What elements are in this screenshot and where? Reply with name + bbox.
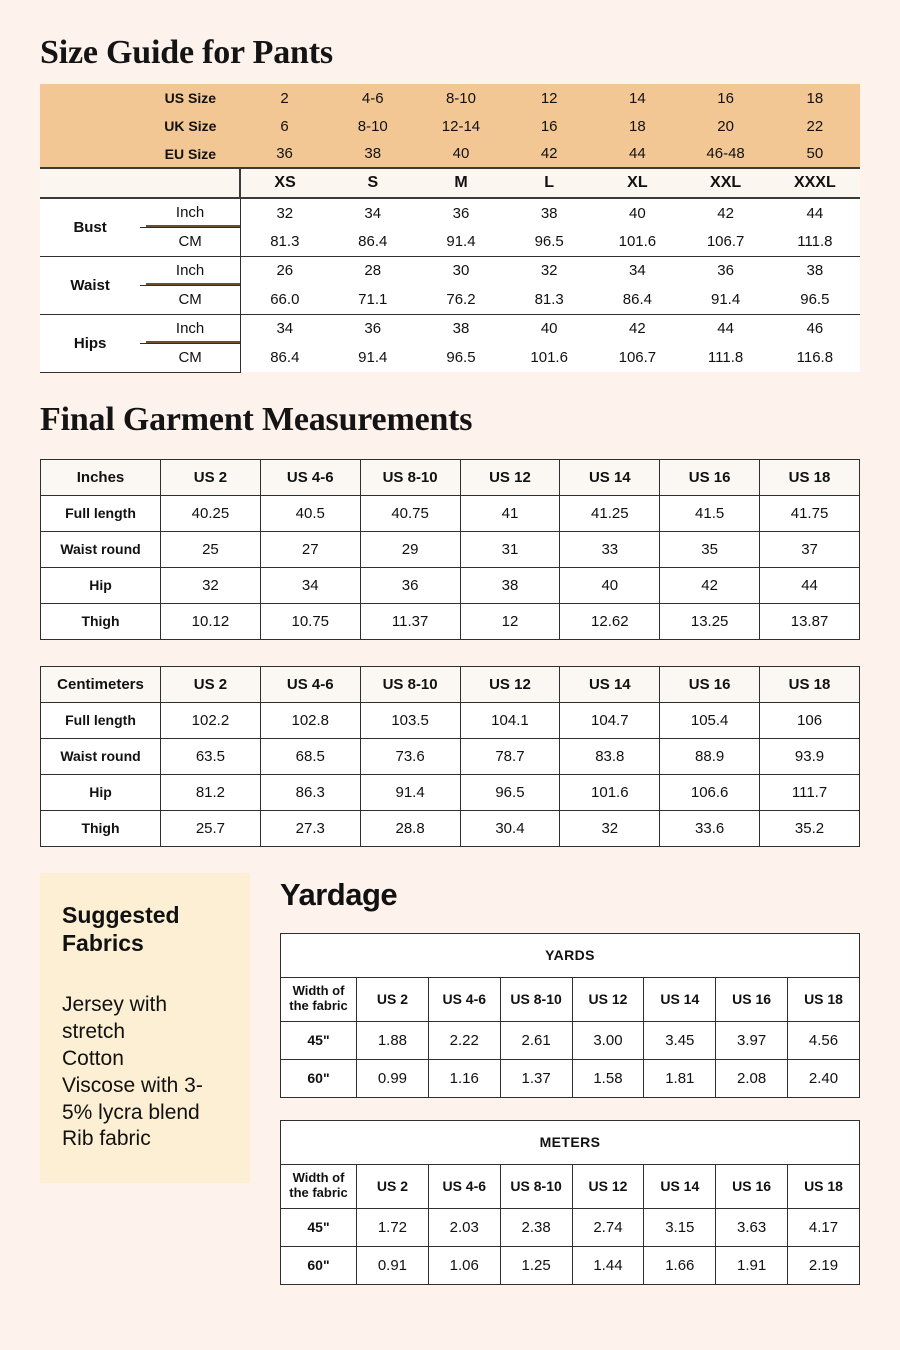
measurement-value: 25.7 (161, 810, 261, 846)
measurement-value: 81.3 (240, 227, 328, 256)
measurement-value: 106.7 (681, 227, 769, 256)
measurement-value: 102.8 (260, 702, 360, 738)
size-column-header: US 16 (660, 459, 760, 495)
yardage-value: 1.37 (500, 1059, 572, 1097)
table-row (281, 1246, 860, 1284)
measurement-value: 68.5 (260, 738, 360, 774)
measurement-value: 40 (560, 567, 660, 603)
measurement-value: 32 (505, 256, 593, 285)
unit-label-cm: CM (140, 343, 240, 372)
measurement-value: 33.6 (660, 810, 760, 846)
spacer-cell (40, 112, 140, 140)
measurement-value: 101.6 (505, 343, 593, 372)
measurement-value: 40 (505, 314, 593, 343)
measurement-value: 34 (329, 198, 417, 227)
measurement-value: 10.12 (161, 603, 261, 639)
yardage-value: 3.63 (716, 1208, 788, 1246)
size-column-header: US 16 (716, 977, 788, 1021)
size-system-label: UK Size (140, 112, 240, 140)
measurement-value: 36 (360, 567, 460, 603)
size-value: 46-48 (681, 140, 769, 168)
yardage-section (280, 873, 860, 1307)
fabrics-title-line1: Suggested (62, 901, 180, 928)
size-value: 42 (505, 140, 593, 168)
fabric-item: Jersey with stretch (62, 993, 168, 1043)
size-value: 16 (681, 84, 769, 112)
measurement-label: Thigh (41, 810, 161, 846)
yards-table (280, 933, 860, 1098)
measurement-value: 102.2 (161, 702, 261, 738)
letter-size: XL (593, 168, 681, 198)
measurement-value: 38 (460, 567, 560, 603)
unit-label-inch: Inch (140, 314, 240, 343)
letter-size-row (40, 168, 860, 198)
final-garment-title: Final Garment Measurements (40, 400, 473, 438)
measurement-value: 33 (560, 531, 660, 567)
measurement-value: 35 (660, 531, 760, 567)
measurement-value: 37 (760, 531, 860, 567)
yardage-value: 0.99 (357, 1059, 429, 1097)
yardage-value: 1.72 (357, 1208, 429, 1246)
measurement-value: 40 (593, 198, 681, 227)
bottom-section (40, 873, 860, 1307)
measurement-value: 105.4 (660, 702, 760, 738)
size-column-header: US 4-6 (260, 666, 360, 702)
size-column-header: US 14 (644, 977, 716, 1021)
measurement-value: 44 (760, 567, 860, 603)
measurement-value: 96.5 (770, 285, 860, 314)
measurement-value: 28 (329, 256, 417, 285)
measurement-value: 12 (460, 603, 560, 639)
measurement-value: 41.75 (760, 495, 860, 531)
size-column-header: US 4-6 (428, 977, 500, 1021)
measurement-value: 106.7 (593, 343, 681, 372)
measurement-value: 81.2 (161, 774, 261, 810)
measurement-value: 83.8 (560, 738, 660, 774)
measurement-value: 91.4 (329, 343, 417, 372)
size-system-label: US Size (140, 84, 240, 112)
size-value: 18 (770, 84, 860, 112)
measurement-value: 46 (770, 314, 860, 343)
measurement-value: 96.5 (417, 343, 505, 372)
table-row (281, 1208, 860, 1246)
yardage-value: 2.74 (572, 1208, 644, 1246)
measurement-value: 27.3 (260, 810, 360, 846)
measurement-value: 96.5 (505, 227, 593, 256)
measurement-value: 36 (329, 314, 417, 343)
yards-caption: YARDS (281, 933, 860, 977)
fabric-width: 45" (281, 1208, 357, 1246)
size-value: 12 (505, 84, 593, 112)
measurement-row-inch (40, 256, 860, 285)
measurement-row-inch (40, 198, 860, 227)
measurement-value: 30 (417, 256, 505, 285)
yardage-value: 1.25 (500, 1246, 572, 1284)
size-value: 8-10 (329, 112, 417, 140)
size-value: 36 (240, 140, 328, 168)
size-column-header: US 14 (644, 1164, 716, 1208)
unit-header: Inches (41, 459, 161, 495)
width-label-line2: the fabric (289, 998, 348, 1013)
measurement-value: 10.75 (260, 603, 360, 639)
measurement-group-label: Hips (40, 314, 140, 372)
measurement-label: Hip (41, 567, 161, 603)
fabric-item: Rib fabric (62, 1127, 151, 1151)
measurement-label: Hip (41, 774, 161, 810)
yardage-value: 2.61 (500, 1021, 572, 1059)
unit-label-cm: CM (140, 227, 240, 256)
size-value: 8-10 (417, 84, 505, 112)
yardage-value: 1.58 (572, 1059, 644, 1097)
measurement-value: 13.25 (660, 603, 760, 639)
width-label-line1: Width of (292, 983, 345, 999)
size-conversion-table (40, 84, 860, 373)
measurement-value: 91.4 (360, 774, 460, 810)
size-column-header: US 14 (560, 666, 660, 702)
spacer-cell (40, 84, 140, 112)
unit-label-inch: Inch (140, 256, 240, 285)
measurement-value: 73.6 (360, 738, 460, 774)
letter-size: XS (240, 168, 328, 198)
measurement-value: 66.0 (240, 285, 328, 314)
measurement-value: 32 (560, 810, 660, 846)
size-column-header: US 18 (788, 1164, 860, 1208)
size-column-header: US 16 (660, 666, 760, 702)
size-value: 2 (240, 84, 328, 112)
size-value: 20 (681, 112, 769, 140)
measurement-value: 27 (260, 531, 360, 567)
measurement-value: 106 (760, 702, 860, 738)
size-system-label: EU Size (140, 140, 240, 168)
measurement-value: 111.7 (760, 774, 860, 810)
measurement-label: Waist round (41, 531, 161, 567)
size-value: 38 (329, 140, 417, 168)
yardage-value: 1.88 (357, 1021, 429, 1059)
measurement-value: 34 (593, 256, 681, 285)
suggested-fabrics-panel (40, 873, 250, 1184)
fabrics-list (62, 992, 228, 1153)
measurement-value: 38 (505, 198, 593, 227)
measurement-group-label: Bust (40, 198, 140, 256)
measurement-value: 86.4 (329, 227, 417, 256)
measurement-value: 78.7 (460, 738, 560, 774)
yardage-value: 1.91 (716, 1246, 788, 1284)
measurement-value: 38 (417, 314, 505, 343)
size-value: 50 (770, 140, 860, 168)
meters-caption: METERS (281, 1120, 860, 1164)
suggested-fabrics-title (62, 901, 228, 959)
measurement-row-cm (40, 285, 860, 314)
yardage-value: 3.15 (644, 1208, 716, 1246)
measurement-value: 34 (260, 567, 360, 603)
yardage-value: 1.44 (572, 1246, 644, 1284)
yardage-header-row (281, 977, 860, 1021)
size-column-header: US 8-10 (500, 977, 572, 1021)
fabric-item: Viscose with 3-5% lycra blend (62, 1073, 203, 1124)
size-column-header: US 14 (560, 459, 660, 495)
unit-header: Centimeters (41, 666, 161, 702)
measurement-label: Thigh (41, 603, 161, 639)
size-value: 4-6 (329, 84, 417, 112)
measurement-value: 29 (360, 531, 460, 567)
measurement-value: 44 (681, 314, 769, 343)
inches-header-row (41, 459, 860, 495)
yardage-value: 4.17 (788, 1208, 860, 1246)
measurement-label: Full length (41, 495, 161, 531)
size-column-header: US 2 (161, 666, 261, 702)
unit-label-inch: Inch (140, 198, 240, 227)
measurement-value: 11.37 (360, 603, 460, 639)
size-value: 14 (593, 84, 681, 112)
measurement-value: 86.3 (260, 774, 360, 810)
garment-inches-table (40, 459, 860, 640)
measurement-value: 96.5 (460, 774, 560, 810)
measurement-value: 38 (770, 256, 860, 285)
yardage-value: 3.45 (644, 1021, 716, 1059)
width-label-line2: the fabric (289, 1185, 348, 1200)
size-conversion-row (40, 112, 860, 140)
spacer-cell (40, 140, 140, 168)
measurement-row-cm (40, 227, 860, 256)
size-column-header: US 18 (760, 666, 860, 702)
table-row (281, 1059, 860, 1097)
garment-centimeters-table (40, 666, 860, 847)
measurement-group-label: Waist (40, 256, 140, 314)
measurement-value: 36 (681, 256, 769, 285)
size-column-header: US 8-10 (500, 1164, 572, 1208)
size-value: 18 (593, 112, 681, 140)
table-row (41, 495, 860, 531)
size-column-header: US 12 (572, 977, 644, 1021)
width-of-fabric-label (281, 977, 357, 1021)
measurement-value: 101.6 (560, 774, 660, 810)
measurement-label: Waist round (41, 738, 161, 774)
centimeters-header-row (41, 666, 860, 702)
size-column-header: US 2 (357, 1164, 429, 1208)
fabric-width: 60" (281, 1059, 357, 1097)
measurement-label: Full length (41, 702, 161, 738)
letter-size: M (417, 168, 505, 198)
measurement-value: 41 (460, 495, 560, 531)
size-column-header: US 4-6 (260, 459, 360, 495)
yardage-value: 2.38 (500, 1208, 572, 1246)
size-column-header: US 12 (572, 1164, 644, 1208)
spacer-cell (40, 168, 240, 198)
measurement-value: 32 (161, 567, 261, 603)
measurement-value: 81.3 (505, 285, 593, 314)
size-value: 40 (417, 140, 505, 168)
measurement-value: 13.87 (760, 603, 860, 639)
size-column-header: US 2 (357, 977, 429, 1021)
measurement-row-inch (40, 314, 860, 343)
measurement-value: 12.62 (560, 603, 660, 639)
size-column-header: US 4-6 (428, 1164, 500, 1208)
yardage-value: 3.97 (716, 1021, 788, 1059)
table-row (41, 531, 860, 567)
table-row (41, 810, 860, 846)
measurement-row-cm (40, 343, 860, 372)
measurement-value: 101.6 (593, 227, 681, 256)
measurement-value: 91.4 (417, 227, 505, 256)
size-value: 44 (593, 140, 681, 168)
measurement-value: 104.7 (560, 702, 660, 738)
measurement-value: 26 (240, 256, 328, 285)
fabric-width: 60" (281, 1246, 357, 1284)
yardage-header-row (281, 1164, 860, 1208)
size-column-header: US 16 (716, 1164, 788, 1208)
yardage-value: 2.22 (428, 1021, 500, 1059)
unit-label-cm: CM (140, 285, 240, 314)
size-value: 22 (770, 112, 860, 140)
yardage-value: 2.08 (716, 1059, 788, 1097)
measurement-value: 40.25 (161, 495, 261, 531)
size-column-header: US 2 (161, 459, 261, 495)
measurement-value: 86.4 (593, 285, 681, 314)
table-row (41, 738, 860, 774)
measurement-value: 93.9 (760, 738, 860, 774)
size-column-header: US 12 (460, 459, 560, 495)
size-column-header: US 18 (760, 459, 860, 495)
yardage-value: 1.06 (428, 1246, 500, 1284)
measurement-value: 71.1 (329, 285, 417, 314)
letter-size: S (329, 168, 417, 198)
measurement-value: 91.4 (681, 285, 769, 314)
table-row (281, 1021, 860, 1059)
table-row (41, 702, 860, 738)
table-row (41, 603, 860, 639)
measurement-value: 28.8 (360, 810, 460, 846)
fabric-width: 45" (281, 1021, 357, 1059)
yardage-value: 4.56 (788, 1021, 860, 1059)
letter-size: XXL (681, 168, 769, 198)
fabric-item: Cotton (62, 1046, 124, 1070)
measurement-value: 104.1 (460, 702, 560, 738)
fabrics-title-line2: Fabrics (62, 930, 144, 957)
measurement-value: 42 (593, 314, 681, 343)
measurement-value: 41.25 (560, 495, 660, 531)
size-column-header: US 18 (788, 977, 860, 1021)
meters-table (280, 1120, 860, 1285)
measurement-value: 35.2 (760, 810, 860, 846)
width-of-fabric-label (281, 1164, 357, 1208)
size-conversion-row (40, 84, 860, 112)
yardage-value: 1.16 (428, 1059, 500, 1097)
yardage-title: Yardage (280, 876, 398, 912)
measurement-value: 31 (460, 531, 560, 567)
yardage-value: 2.40 (788, 1059, 860, 1097)
measurement-value: 103.5 (360, 702, 460, 738)
yardage-value: 1.66 (644, 1246, 716, 1284)
measurement-value: 30.4 (460, 810, 560, 846)
measurement-value: 44 (770, 198, 860, 227)
measurement-value: 86.4 (240, 343, 328, 372)
measurement-value: 36 (417, 198, 505, 227)
size-value: 12-14 (417, 112, 505, 140)
measurement-value: 116.8 (770, 343, 860, 372)
measurement-value: 63.5 (161, 738, 261, 774)
measurement-value: 34 (240, 314, 328, 343)
measurement-value: 40.5 (260, 495, 360, 531)
measurement-value: 88.9 (660, 738, 760, 774)
yardage-value: 3.00 (572, 1021, 644, 1059)
yardage-value: 0.91 (357, 1246, 429, 1284)
table-row (41, 774, 860, 810)
measurement-value: 111.8 (770, 227, 860, 256)
size-column-header: US 8-10 (360, 459, 460, 495)
measurement-value: 42 (681, 198, 769, 227)
width-label-line1: Width of (292, 1170, 345, 1186)
size-conversion-row (40, 140, 860, 168)
page-title: Size Guide for Pants (40, 34, 333, 71)
measurement-value: 25 (161, 531, 261, 567)
measurement-value: 42 (660, 567, 760, 603)
letter-size: L (505, 168, 593, 198)
size-value: 6 (240, 112, 328, 140)
measurement-value: 76.2 (417, 285, 505, 314)
measurement-value: 111.8 (681, 343, 769, 372)
size-column-header: US 8-10 (360, 666, 460, 702)
table-row (41, 567, 860, 603)
size-value: 16 (505, 112, 593, 140)
measurement-value: 40.75 (360, 495, 460, 531)
measurement-value: 32 (240, 198, 328, 227)
yardage-value: 2.03 (428, 1208, 500, 1246)
size-column-header: US 12 (460, 666, 560, 702)
yardage-value: 2.19 (788, 1246, 860, 1284)
letter-size: XXXL (770, 168, 860, 198)
measurement-value: 41.5 (660, 495, 760, 531)
measurement-value: 106.6 (660, 774, 760, 810)
yardage-value: 1.81 (644, 1059, 716, 1097)
